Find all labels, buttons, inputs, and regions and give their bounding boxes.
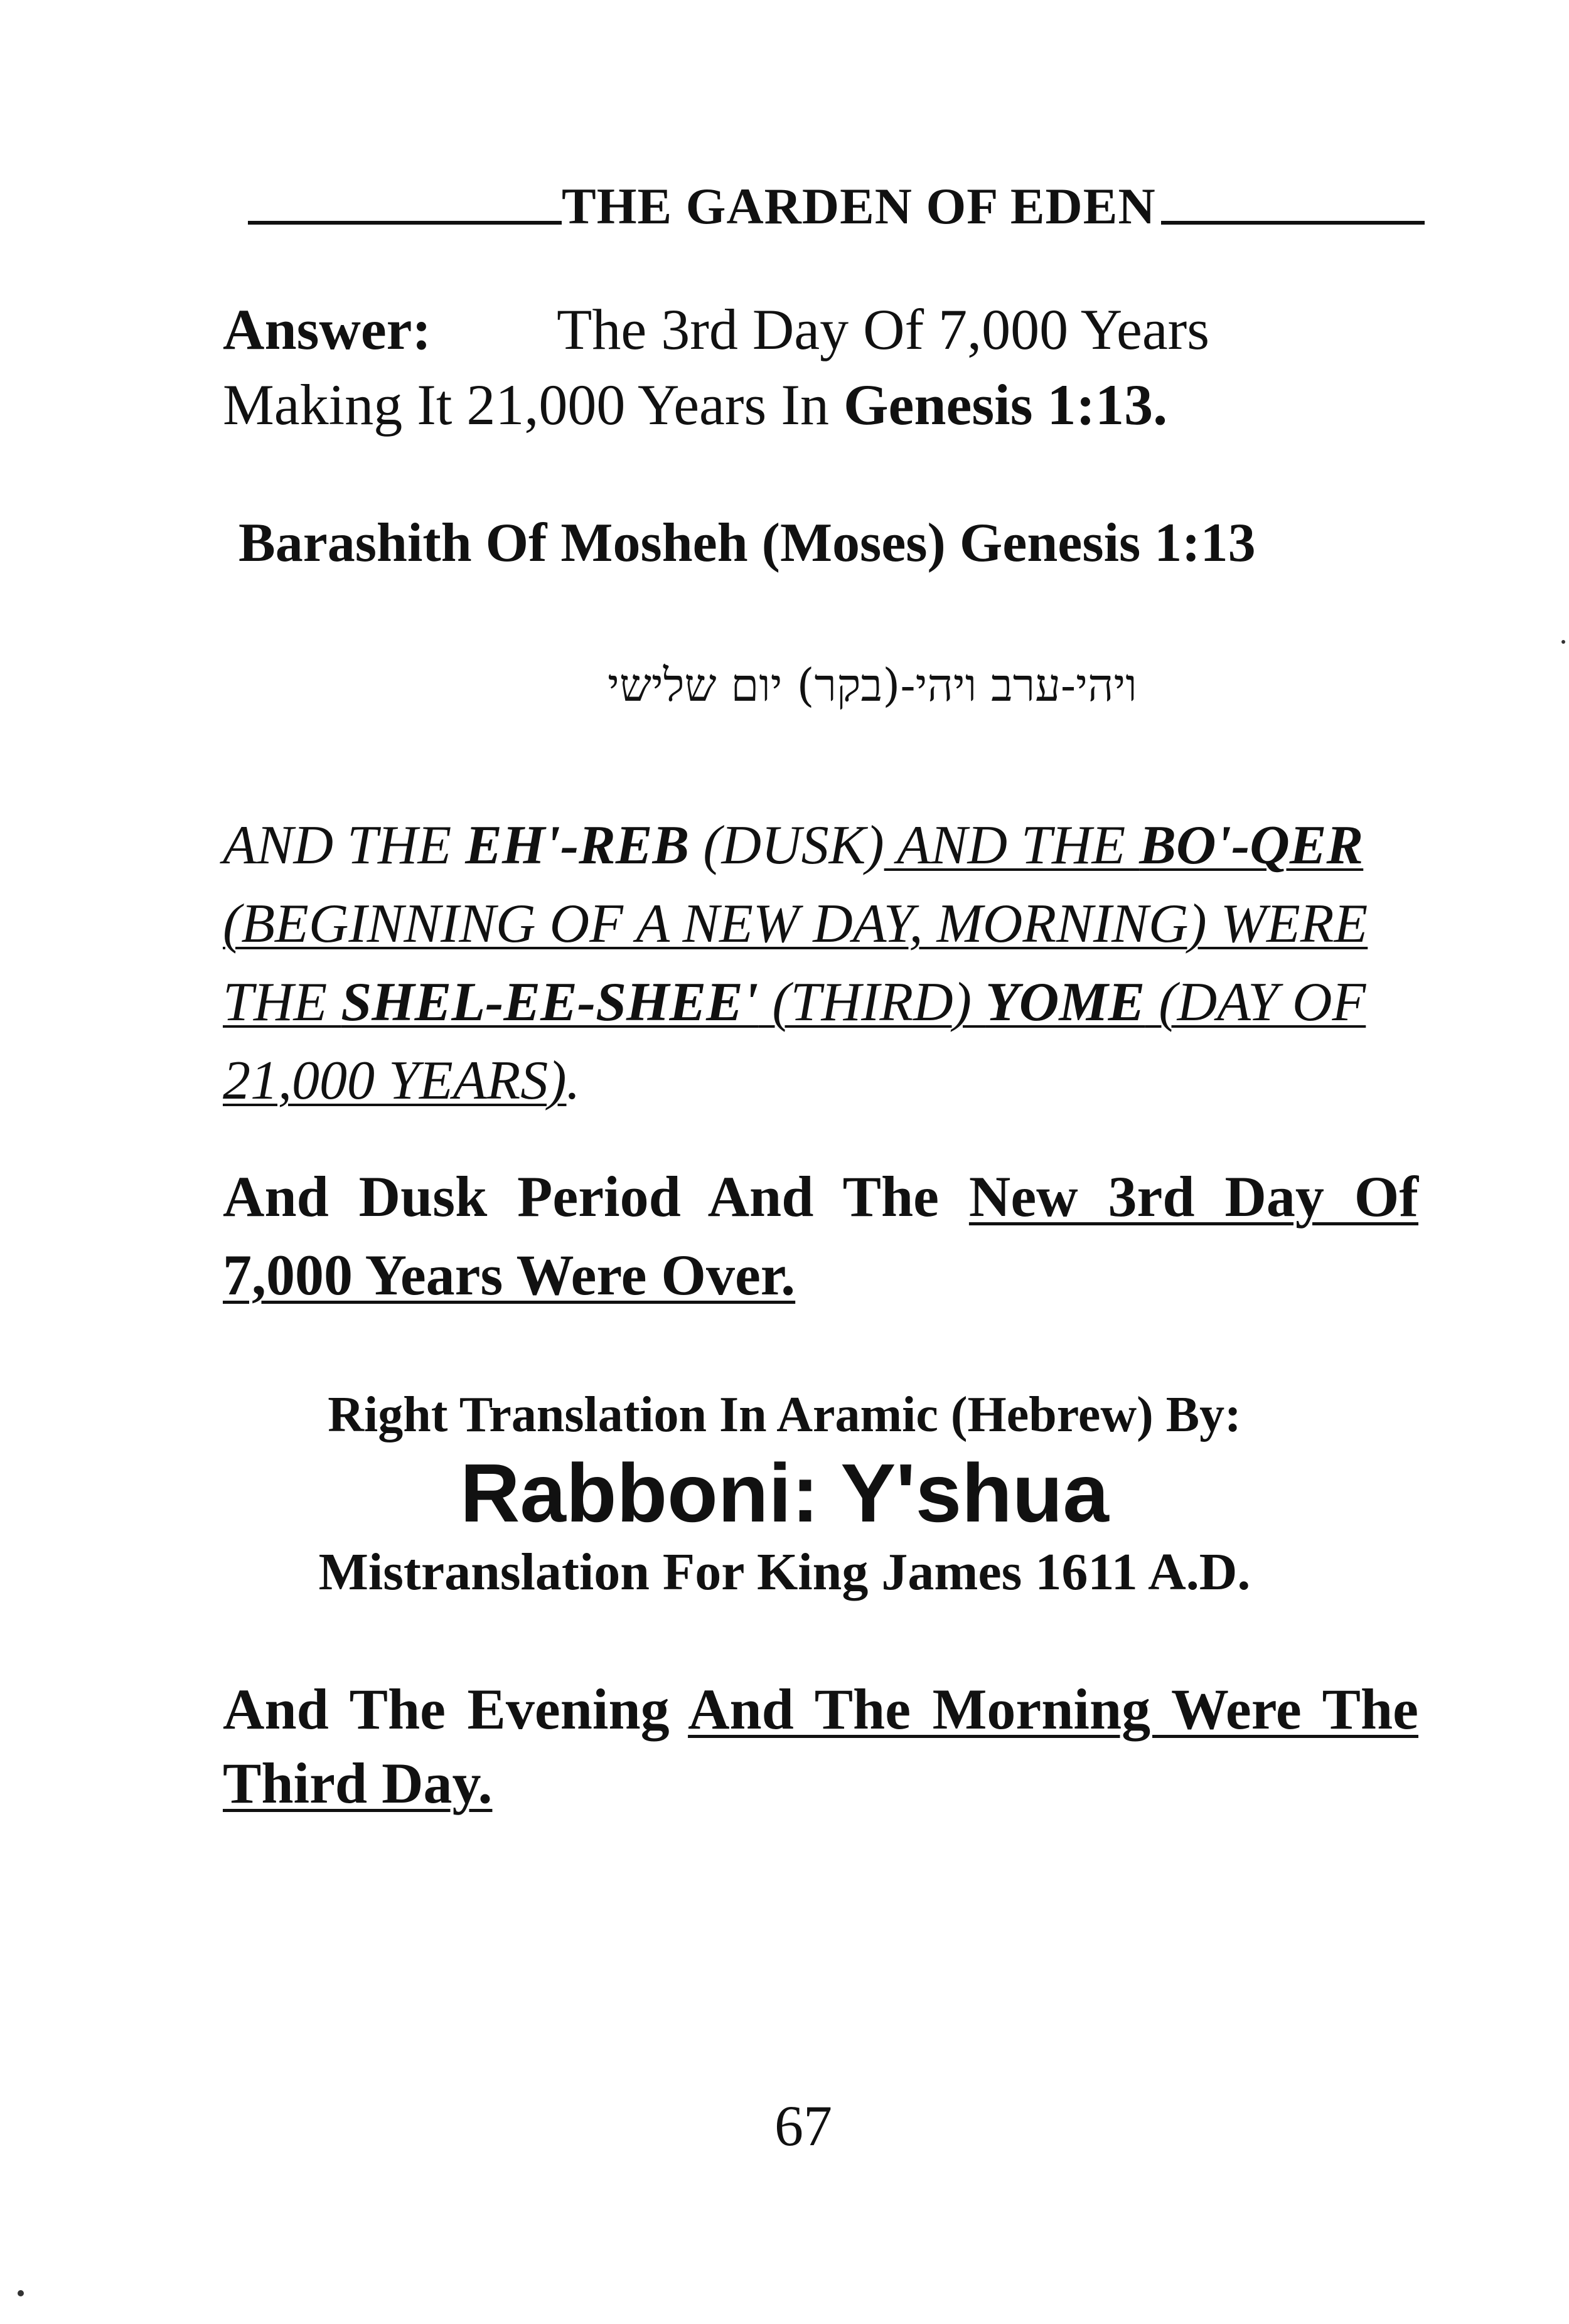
evening-underlined: And The Morning Were The Third Day. (223, 1677, 1418, 1815)
answer-line2-prefix: Making It 21,000 Years In (223, 373, 843, 437)
barashith-heading: Barashith Of Mosheh (Moses) Genesis 1:13 (238, 513, 1256, 573)
italic-text: (THIRD) (758, 972, 986, 1033)
translation-credit (188, 1380, 1381, 1607)
answer-line2-bold: Genesis 1:13. (843, 373, 1168, 437)
running-header (248, 164, 1425, 233)
header-title: THE GARDEN OF EDEN (562, 178, 1156, 235)
italic-text: AND THE (223, 815, 466, 876)
italic-text: THE (223, 972, 341, 1033)
answer-label: Answer: (223, 297, 432, 361)
italic-translation (223, 806, 1418, 1120)
answer-line1: The 3rd Day Of 7,000 Years (557, 297, 1210, 361)
translation-credit-line3: Mistranslation For King James 1611 A.D. (318, 1543, 1251, 1601)
italic-text: (BEGINNING OF A NEW DAY, MORNING) WERE (223, 893, 1368, 954)
italic-text: AND THE (884, 815, 1140, 876)
translation-credit-name: Rabboni: Y'shua (460, 1447, 1109, 1539)
dusk-plain: And Dusk Period And The (223, 1165, 969, 1229)
italic-bold-word: SHEL-EE-SHEE' (341, 972, 759, 1033)
italic-text: . (566, 1050, 581, 1111)
evening-plain: And The Evening (223, 1677, 688, 1741)
italic-text: 21,000 YEARS) (223, 1050, 567, 1111)
evening-paragraph (223, 1672, 1418, 1820)
dusk-paragraph (223, 1158, 1418, 1314)
italic-text: (DUSK) (689, 815, 884, 876)
hebrew-verse: ויהי-ערב ויהי-(בקר) יום שלישי (608, 659, 1137, 712)
answer-paragraph (223, 292, 1418, 442)
scan-speck (1561, 640, 1565, 644)
italic-bold-word: BO'-QER (1139, 815, 1364, 876)
italic-text: (DAY OF (1145, 972, 1366, 1033)
scan-speck (18, 2290, 24, 2296)
translation-credit-line1: Right Translation In Aramic (Hebrew) By: (328, 1387, 1241, 1442)
italic-bold-word: YOME (985, 972, 1145, 1033)
header-rule-right (1161, 221, 1425, 225)
italic-bold-word: EH'-REB (465, 815, 690, 876)
page-number: 67 (774, 2094, 832, 2158)
dusk-underlined: New 3rd Day Of 7,000 Years Were Over. (223, 1165, 1418, 1307)
header-rule-left (248, 221, 562, 225)
